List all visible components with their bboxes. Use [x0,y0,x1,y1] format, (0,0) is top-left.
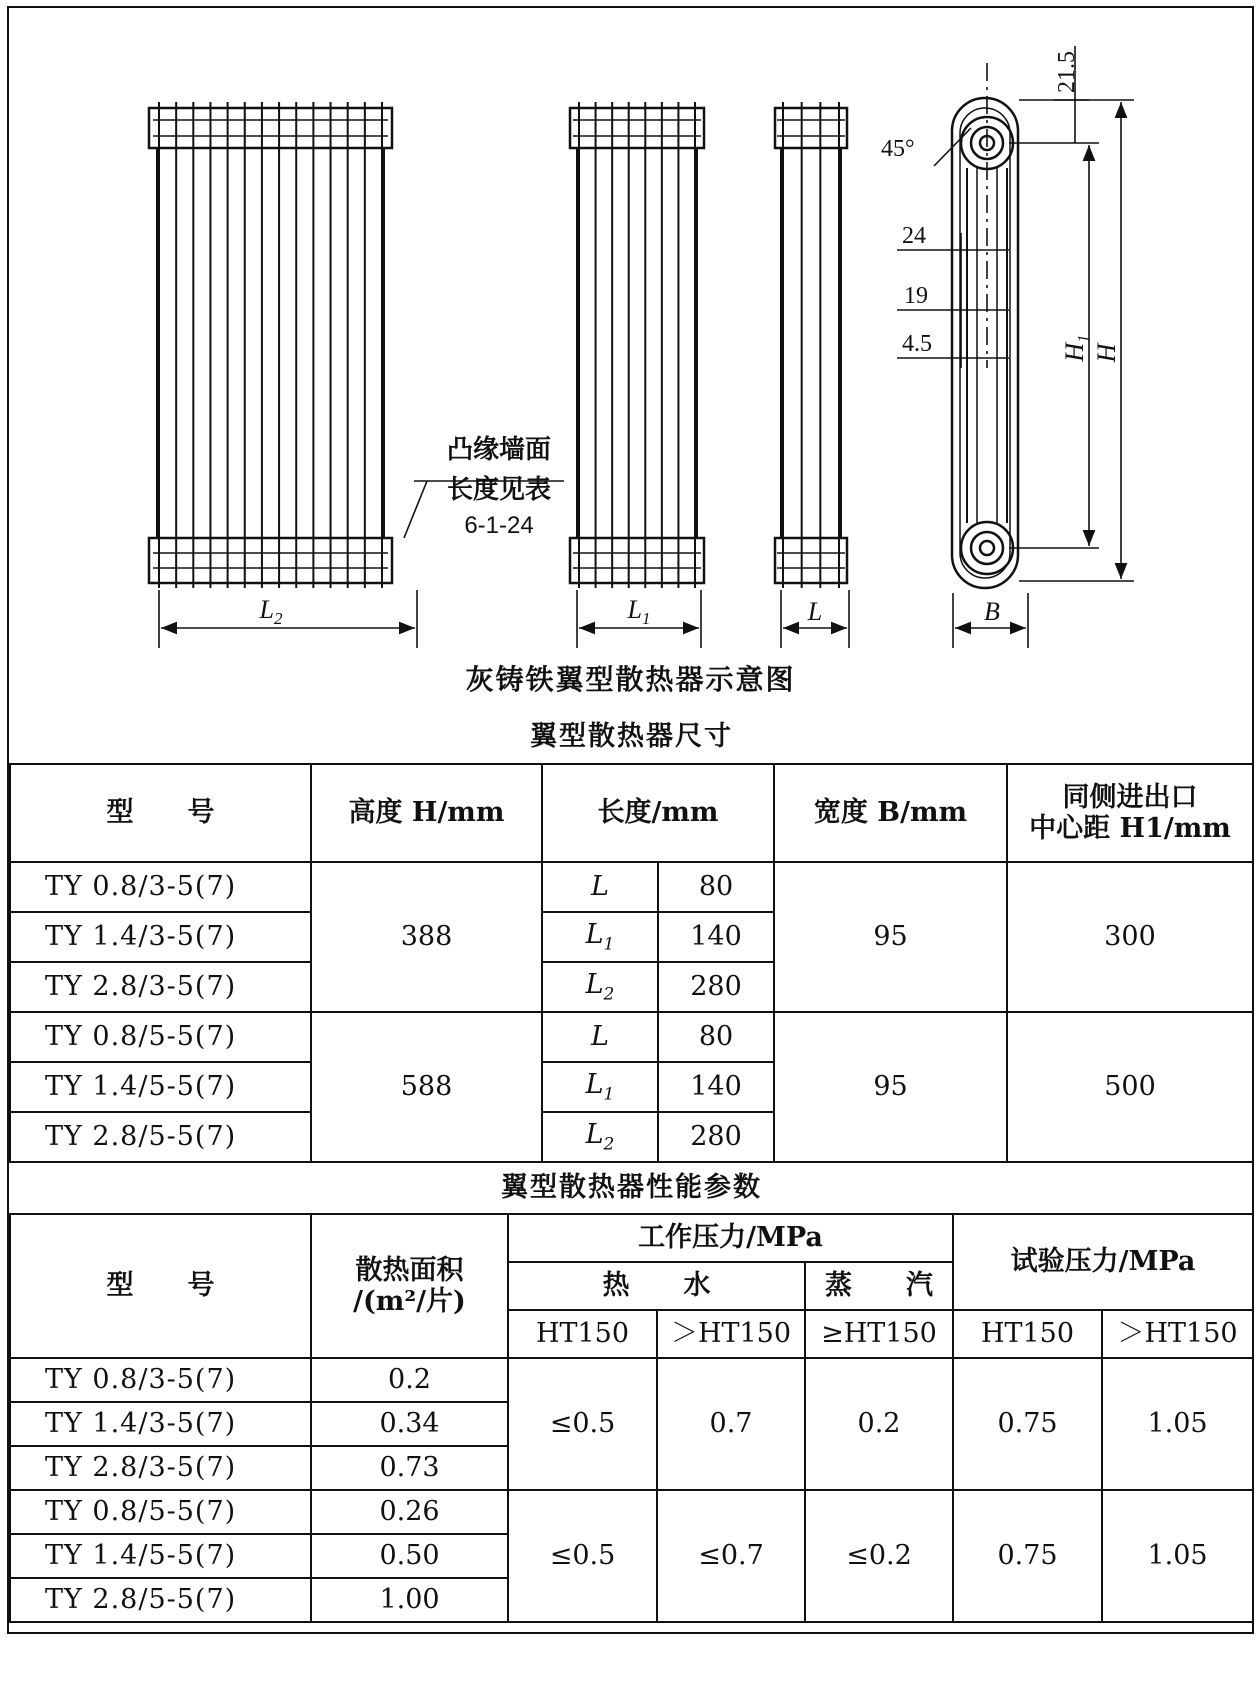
perf-header-hot-water: 热 水 [508,1262,805,1310]
perf-header-area-line1: 散热面积 [355,1254,464,1286]
dim-24: 24 [902,223,926,249]
label-b: B [984,597,1000,626]
length-symbol-cell: $L_1$ [542,1062,658,1112]
length-value-cell: 280 [658,1112,774,1162]
height-cell: 588 [311,1012,542,1162]
radiator-l2-drawing [149,102,392,588]
area-cell: 0.34 [311,1402,508,1446]
label-h1: $H_1$ [1060,334,1093,362]
performance-table-title: 翼型散热器性能参数 [10,1162,1253,1214]
perf-header-gt-ht150-a: ＞HT150 [657,1310,805,1358]
dim-21-5: 21.5 [1054,51,1080,93]
length-symbol-cell: L [542,862,658,912]
length-symbol-cell: $L_2$ [542,962,658,1012]
center-distance-cell: 300 [1007,862,1253,1012]
height-cell: 388 [311,862,542,1012]
perf-header-ht150-a: HT150 [508,1310,657,1358]
hot-water-ht150-cell: ≤0.5 [508,1358,657,1490]
model-cell: TY 2.8/5-5(7) [10,1578,311,1622]
center-distance-cell: 500 [1007,1012,1253,1162]
note-line-3: 6-1-24 [464,512,534,539]
length-value-cell: 280 [658,962,774,1012]
note-line-1: 凸缘墙面 [446,435,552,465]
model-cell: TY 0.8/3-5(7) [10,1358,311,1402]
hot-water-gt-ht150-cell: 0.7 [657,1358,805,1490]
length-value-cell: 80 [658,862,774,912]
perf-header-area-line2: /(m²/片) [353,1286,466,1317]
area-cell: 0.26 [311,1490,508,1534]
size-header-length: 长度/mm [542,764,774,862]
perf-header-test-pressure: 试验压力/MPa [953,1214,1253,1310]
dim-4-5: 4.5 [902,331,932,357]
perf-header-model: 型 号 [10,1214,311,1358]
model-cell: TY 1.4/3-5(7) [10,912,311,962]
size-table-title: 翼型散热器尺寸 [10,711,1253,764]
size-header-center [1007,764,1253,862]
length-value-cell: 80 [658,1012,774,1062]
table-row [10,1012,1253,1062]
area-cell: 1.00 [311,1578,508,1622]
model-cell: TY 0.8/5-5(7) [10,1012,311,1062]
table-row [10,1358,1253,1402]
document-frame [7,6,1254,1634]
perf-header-steam: 蒸 汽 [805,1262,953,1310]
table-row [10,862,1253,912]
model-cell: TY 2.8/5-5(7) [10,1112,311,1162]
hot-water-gt-ht150-cell: ≤0.7 [657,1490,805,1622]
label-l: L [807,597,823,626]
hot-water-ht150-cell: ≤0.5 [508,1490,657,1622]
model-cell: TY 1.4/5-5(7) [10,1062,311,1112]
dim-19: 19 [904,283,928,309]
model-cell: TY 1.4/3-5(7) [10,1402,311,1446]
perf-header-ht150-b: HT150 [953,1310,1102,1358]
label-l1: $L_1$ [627,595,651,628]
perf-header-area [311,1214,508,1358]
perf-header-ge-ht150: ≥HT150 [805,1310,953,1358]
label-h: H [1092,343,1121,363]
length-symbol-cell: $L_1$ [542,912,658,962]
model-cell: TY 1.4/5-5(7) [10,1534,311,1578]
length-value-cell: 140 [658,912,774,962]
size-header-center-line1: 同侧进出口 [1062,781,1198,813]
model-cell: TY 0.8/5-5(7) [10,1490,311,1534]
model-cell: TY 2.8/3-5(7) [10,1446,311,1490]
size-header-height: 高度 H/mm [311,764,542,862]
radiator-side-view [952,98,1018,588]
width-cell: 95 [774,1012,1007,1162]
performance-table [9,1162,1254,1623]
length-value-cell: 140 [658,1062,774,1112]
table-row [10,1490,1253,1534]
label-l2: $L_2$ [259,595,283,628]
radiator-l1-drawing [570,102,704,588]
size-header-model: 型 号 [10,764,311,862]
steam-cell: 0.2 [805,1358,953,1490]
test-gt-ht150-cell: 1.05 [1102,1490,1253,1622]
perf-header-work-pressure: 工作压力/MPa [508,1214,953,1262]
model-cell: TY 0.8/3-5(7) [10,862,311,912]
length-symbol-cell: L [542,1012,658,1062]
size-header-center-line2: 中心距 H1/mm [1029,813,1231,844]
radiator-diagram [9,8,1252,663]
length-symbol-cell: $L_2$ [542,1112,658,1162]
size-header-width: 宽度 B/mm [774,764,1007,862]
test-gt-ht150-cell: 1.05 [1102,1358,1253,1490]
model-cell: TY 2.8/3-5(7) [10,962,311,1012]
radiator-l-drawing [775,102,847,588]
size-table [9,711,1254,1163]
diagram-caption: 灰铸铁翼型散热器示意图 [465,663,796,696]
area-cell: 0.2 [311,1358,508,1402]
test-ht150-cell: 0.75 [953,1490,1102,1622]
perf-header-gt-ht150-b: ＞HT150 [1102,1310,1253,1358]
area-cell: 0.50 [311,1534,508,1578]
dim-45-degree: 45° [881,136,915,162]
area-cell: 0.73 [311,1446,508,1490]
width-cell: 95 [774,862,1007,1012]
note-line-2: 长度见表 [446,475,552,505]
steam-cell: ≤0.2 [805,1490,953,1622]
test-ht150-cell: 0.75 [953,1358,1102,1490]
